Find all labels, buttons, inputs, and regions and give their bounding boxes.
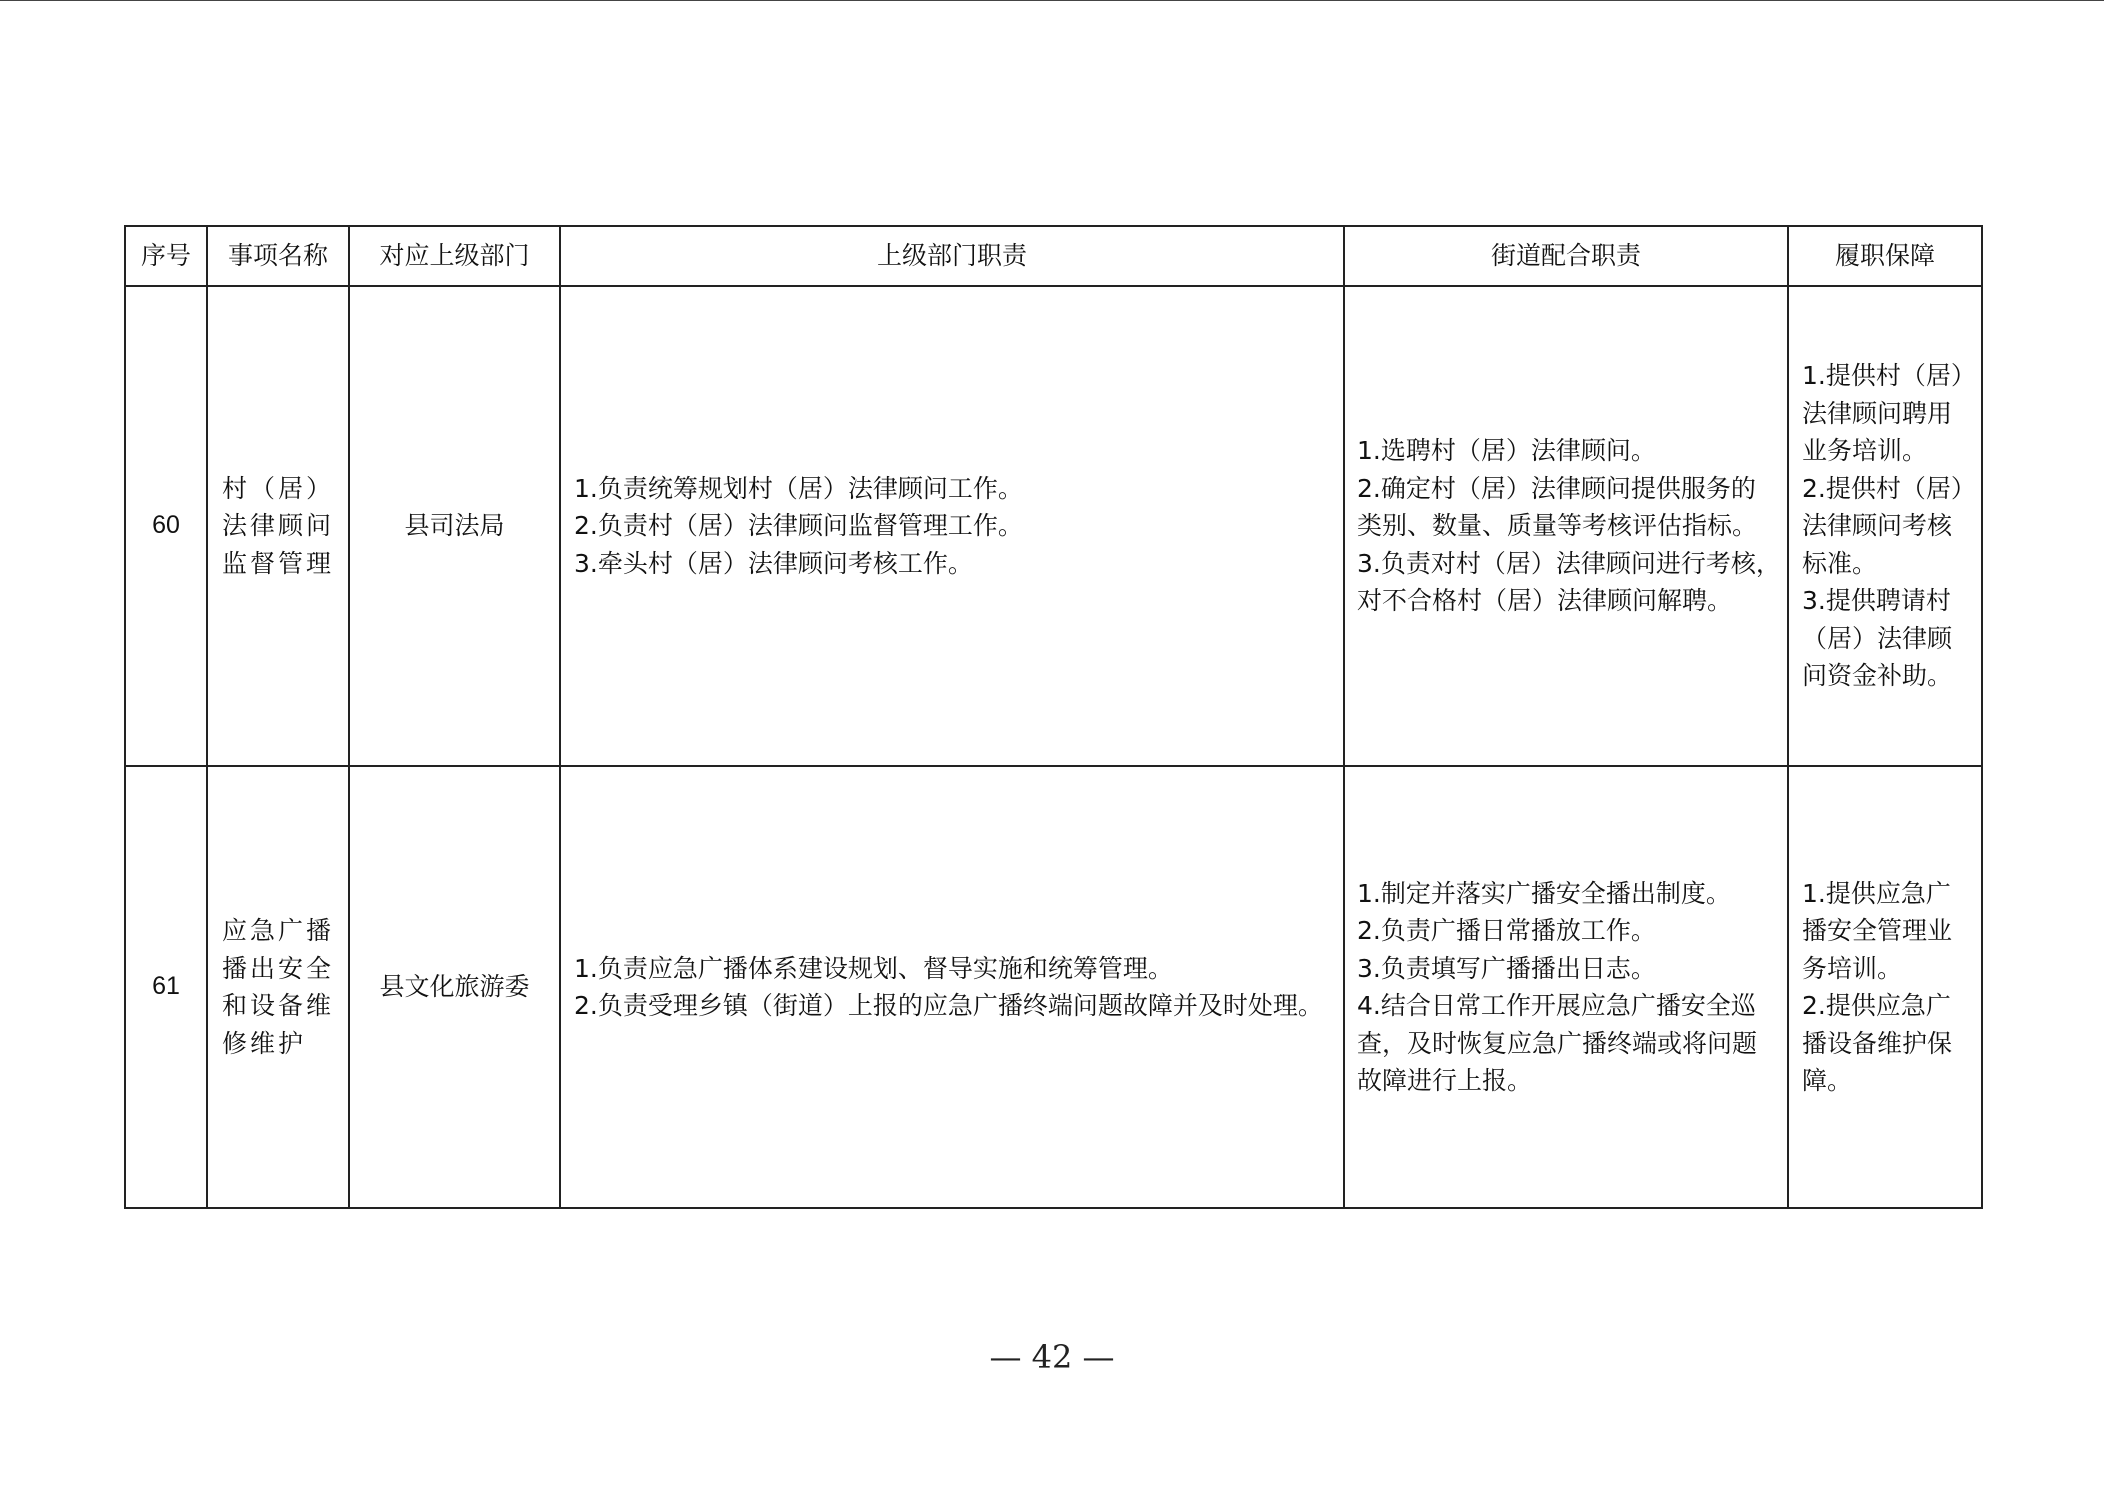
responsibility-line: 1.负责统筹规划村（居）法律顾问工作。: [574, 473, 1023, 503]
top-border-line: [0, 0, 2104, 1]
guarantee-line: 1.提供应急广: [1802, 878, 1951, 908]
responsibility-line: 3.牵头村（居）法律顾问考核工作。: [574, 548, 973, 578]
item-name-line: 应急广播: [222, 916, 335, 945]
cooperation-line: 故障进行上报。: [1357, 1066, 1533, 1095]
cooperation-line: 对不合格村（居）法律顾问解聘。: [1357, 586, 1733, 616]
duty-table: [124, 225, 1983, 1209]
header-street-cooperation: 街道配合职责: [1344, 226, 1788, 286]
item-name-line: 监督管理: [222, 548, 335, 578]
cooperation-line: 查，及时恢复应急广播终端或将问题: [1357, 1028, 1758, 1058]
cooperation-line: 3.负责对村（居）法律顾问进行考核，: [1357, 548, 1781, 578]
guarantee-line: 务培训。: [1802, 953, 1903, 983]
item-name-cell: [207, 766, 349, 1208]
street-cooperation-cell: [1344, 286, 1788, 766]
header-superior-responsibility: 上级部门职责: [560, 226, 1344, 286]
responsibility-line: 2.负责村（居）法律顾问监督管理工作。: [574, 511, 1023, 541]
header-guarantee: 履职保障: [1788, 226, 1982, 286]
page-number: — 42 —: [989, 1338, 1115, 1376]
guarantee-cell: [1788, 766, 1982, 1208]
responsibility-line: 1.负责应急广播体系建设规划、督导实施和统筹管理。: [574, 953, 1173, 983]
header-seq: 序号: [125, 226, 207, 286]
table-header-row: [125, 226, 1982, 286]
header-department: 对应上级部门: [349, 226, 560, 286]
item-name-line: 法律顾问: [222, 511, 335, 541]
item-name-line: 和设备维: [222, 991, 335, 1020]
seq-cell: 61: [125, 766, 207, 1208]
item-name-line: 播出安全: [222, 953, 335, 983]
guarantee-line: 法律顾问聘用: [1802, 398, 1953, 428]
item-name-line: 修维护: [222, 1028, 307, 1058]
guarantee-line: 2.提供村（居）: [1802, 473, 1976, 503]
guarantee-line: 1.提供村（居）: [1802, 361, 1976, 391]
guarantee-line: 障。: [1802, 1066, 1853, 1095]
guarantee-line: 问资金补助。: [1802, 661, 1953, 691]
table-row: [125, 286, 1982, 766]
cooperation-line: 1.选聘村（居）法律顾问。: [1357, 436, 1656, 466]
guarantee-line: 3.提供聘请村: [1802, 586, 1951, 616]
guarantee-line: 播安全管理业: [1802, 916, 1953, 945]
superior-responsibility-cell: [560, 766, 1344, 1208]
cooperation-line: 类别、数量、质量等考核评估指标。: [1357, 511, 1758, 541]
responsibility-line: 2.负责受理乡镇（街道）上报的应急广播终端问题故障并及时处理。: [574, 991, 1323, 1020]
cooperation-line: 4.结合日常工作开展应急广播安全巡: [1357, 991, 1756, 1020]
guarantee-line: 播设备维护保: [1802, 1028, 1953, 1058]
cooperation-line: 3.负责填写广播播出日志。: [1357, 953, 1656, 983]
guarantee-line: 法律顾问考核: [1802, 511, 1953, 541]
street-cooperation-cell: [1344, 766, 1788, 1208]
seq-cell: 60: [125, 286, 207, 766]
cooperation-line: 2.负责广播日常播放工作。: [1357, 916, 1656, 945]
cooperation-line: 1.制定并落实广播安全播出制度。: [1357, 878, 1731, 908]
guarantee-line: 业务培训。: [1802, 436, 1928, 466]
department-cell: 县文化旅游委: [349, 766, 560, 1208]
department-cell: 县司法局: [349, 286, 560, 766]
guarantee-line: （居）法律顾: [1802, 623, 1953, 653]
cooperation-line: 2.确定村（居）法律顾问提供服务的: [1357, 473, 1756, 503]
superior-responsibility-cell: [560, 286, 1344, 766]
guarantee-line: 2.提供应急广: [1802, 991, 1951, 1020]
header-item-name: 事项名称: [207, 226, 349, 286]
item-name-line: 村（居）: [222, 473, 335, 503]
guarantee-cell: [1788, 286, 1982, 766]
item-name-cell: [207, 286, 349, 766]
table-row: [125, 766, 1982, 1208]
guarantee-line: 标准。: [1802, 548, 1878, 578]
